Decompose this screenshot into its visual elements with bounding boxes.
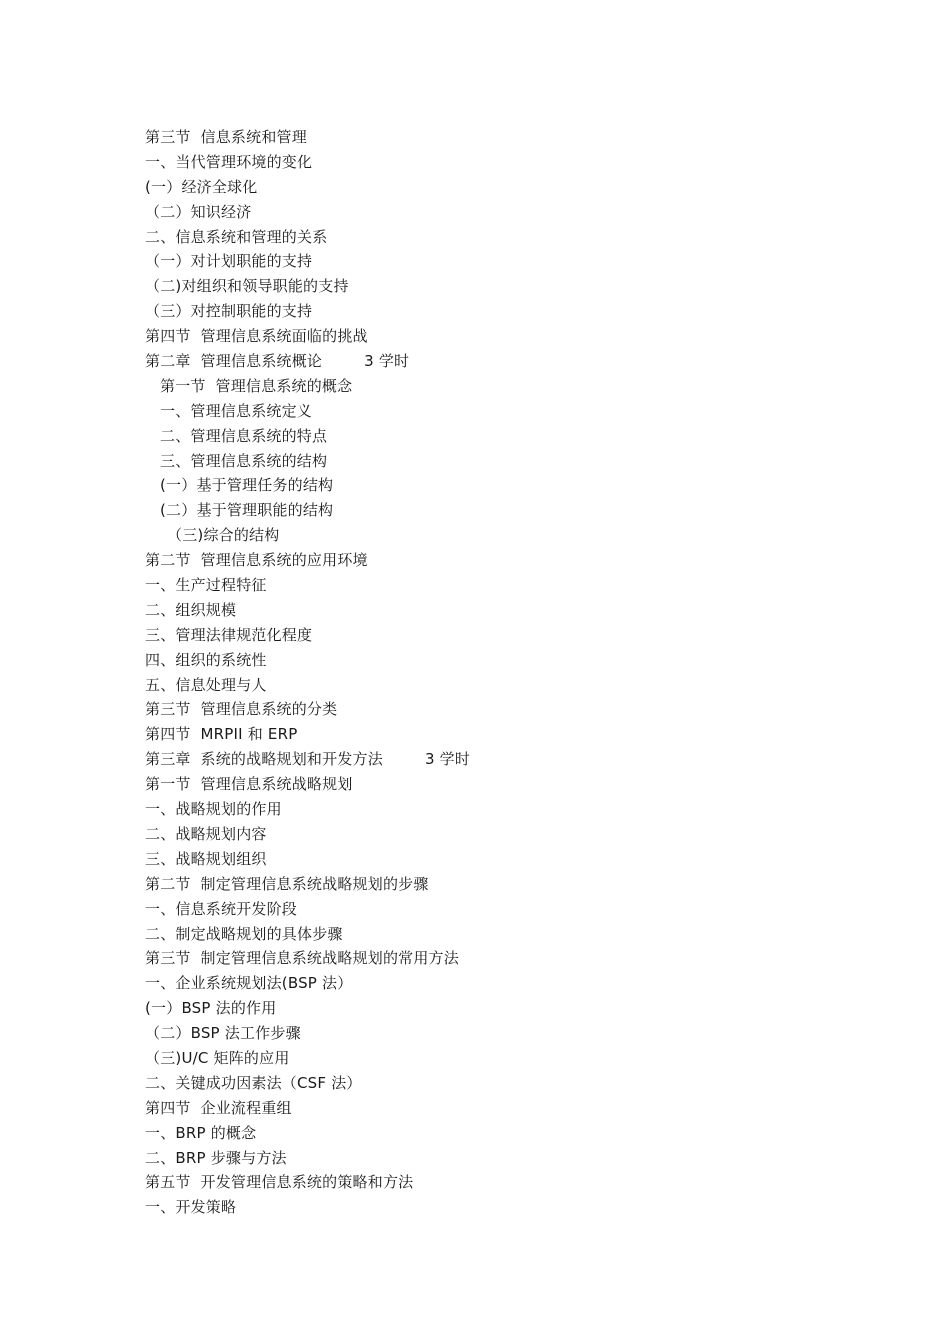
section-heading: 第二节 制定管理信息系统战略规划的步骤: [145, 874, 429, 893]
item-heading: 一、当代管理环境的变化: [145, 152, 313, 171]
item-heading: 二、制定战略规划的具体步骤: [145, 924, 343, 943]
item-heading: 三、管理信息系统的结构: [160, 451, 328, 470]
sub-item: （一）对计划职能的支持: [145, 252, 313, 271]
sub-item: （二）知识经济: [145, 202, 252, 221]
section-heading: 第四节 管理信息系统面临的挑战: [145, 327, 368, 346]
chapter-heading: [145, 349, 845, 374]
item-heading: 一、生产过程特征: [145, 576, 267, 595]
item-heading: 一、BRP 的概念: [145, 1123, 257, 1142]
section-heading: 第一节 管理信息系统的概念: [160, 376, 353, 395]
sub-item: （三）对控制职能的支持: [145, 302, 313, 321]
item-heading: 五、信息处理与人: [145, 675, 267, 694]
chapter-heading: [145, 747, 845, 772]
item-heading: 二、管理信息系统的特点: [160, 426, 328, 445]
section-heading: 第二节 管理信息系统的应用环境: [145, 551, 368, 570]
item-heading: 三、管理法律规范化程度: [145, 625, 313, 644]
sub-item: （三)综合的结构: [167, 526, 280, 545]
item-heading: 二、战略规划内容: [145, 824, 267, 843]
section-heading: 第三节 管理信息系统的分类: [145, 700, 338, 719]
item-heading: 一、企业系统规划法(BSP 法）: [145, 974, 353, 993]
sub-item: (一）BSP 法的作用: [145, 999, 277, 1018]
section-heading: 第四节 MRPII 和 ERP: [145, 725, 298, 744]
item-heading: 一、开发策略: [145, 1198, 237, 1217]
item-heading: 四、组织的系统性: [145, 650, 267, 669]
chapter-title: 第二章 管理信息系统概论: [145, 352, 323, 371]
sub-item: (二）基于管理职能的结构: [160, 501, 334, 520]
sub-item: （二)对组织和领导职能的支持: [145, 277, 349, 296]
item-heading: 二、关键成功因素法（CSF 法）: [145, 1073, 362, 1092]
item-heading: 一、管理信息系统定义: [160, 401, 313, 420]
item-heading: 二、BRP 步骤与方法: [145, 1148, 287, 1167]
chapter-hours: 3 学时: [424, 750, 471, 769]
section-heading: 第三节 信息系统和管理: [145, 128, 307, 146]
chapter-title: 第三章 系统的战略规划和开发方法: [145, 750, 383, 769]
sub-item: (一）经济全球化: [145, 177, 258, 196]
item-heading: 一、信息系统开发阶段: [145, 899, 298, 918]
item-heading: 二、信息系统和管理的关系: [145, 227, 328, 246]
chapter-hours: 3 学时: [364, 352, 410, 371]
section-heading: 第四节 企业流程重组: [145, 1098, 292, 1117]
outline-content: [145, 125, 845, 1220]
sub-item: （三)U/C 矩阵的应用: [145, 1048, 290, 1067]
item-heading: 二、组织规模: [145, 600, 237, 619]
section-heading: 第三节 制定管理信息系统战略规划的常用方法: [145, 949, 459, 968]
sub-item: （二）BSP 法工作步骤: [145, 1024, 301, 1043]
section-heading: 第一节 管理信息系统战略规划: [145, 775, 353, 794]
section-heading: 第五节 开发管理信息系统的策略和方法: [145, 1173, 414, 1192]
item-heading: 一、战略规划的作用: [145, 800, 282, 819]
sub-item: (一）基于管理任务的结构: [160, 476, 334, 495]
item-heading: 三、战略规划组织: [145, 849, 267, 868]
